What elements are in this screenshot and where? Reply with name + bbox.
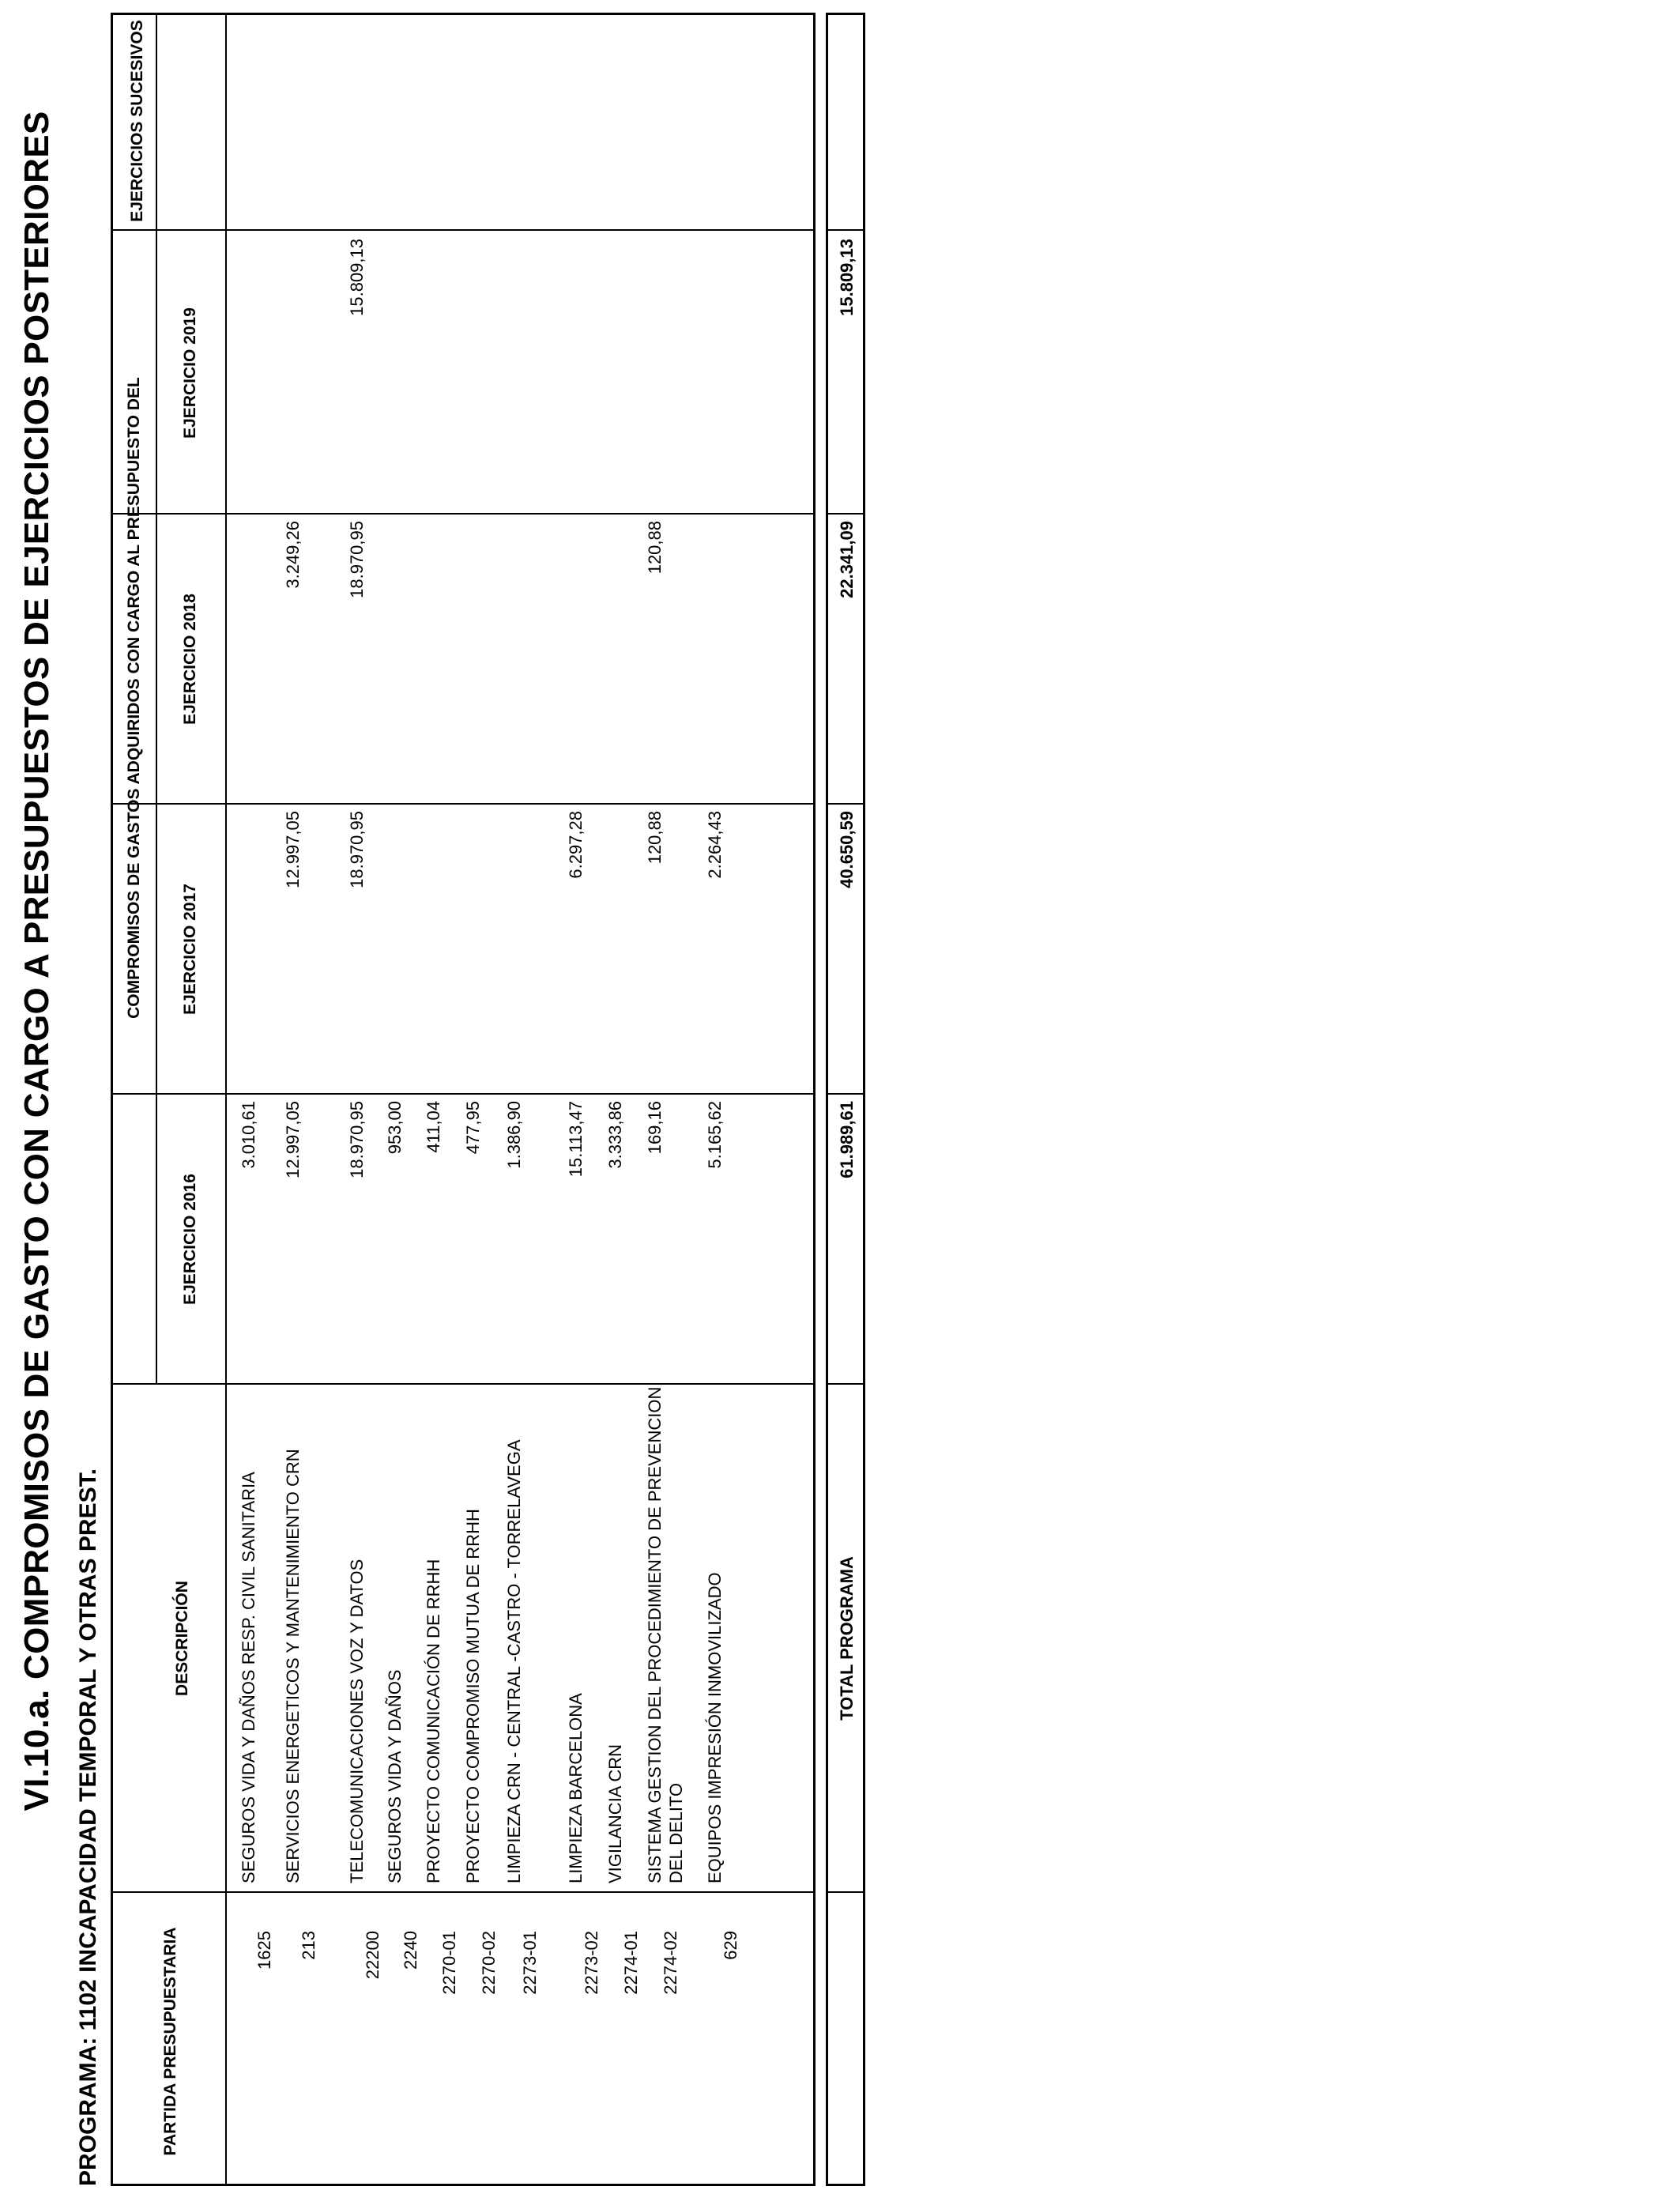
cell-partida: 2274-02 bbox=[661, 1931, 680, 1995]
page-title: VI.10.a. COMPROMISOS DE GASTO CON CARGO A PRESUPUESTOS DE EJERCICIOS POSTERIORES bbox=[17, 111, 56, 1811]
total-ejercicio-2018: 22.341,09 bbox=[837, 521, 857, 598]
cell-ejercicio-2017: 18.970,95 bbox=[347, 811, 367, 888]
cell-partida: 2270-01 bbox=[439, 1931, 459, 1995]
cell-ejercicio-2016: 1.386,90 bbox=[504, 1101, 524, 1169]
cell-ejercicio-2017: 120,88 bbox=[645, 811, 665, 865]
cell-ejercicio-2018: 18.970,95 bbox=[347, 521, 367, 598]
total-row bbox=[826, 13, 865, 2186]
cell-partida: 22200 bbox=[363, 1931, 382, 1980]
cell-ejercicio-2016: 477,95 bbox=[463, 1101, 483, 1155]
cell-ejercicio-2017: 6.297,28 bbox=[566, 811, 586, 879]
header-ejercicio-2018: EJERCICIO 2018 bbox=[181, 594, 199, 725]
cell-ejercicio-2016: 953,00 bbox=[385, 1101, 405, 1155]
cell-partida: 213 bbox=[299, 1931, 318, 1960]
cell-descripcion: VIGILANCIA CRN bbox=[605, 1744, 625, 1883]
cell-partida: 629 bbox=[721, 1931, 740, 1960]
header-ejercicio-2019: EJERCICIO 2019 bbox=[181, 307, 199, 439]
cell-descripcion: TELECOMUNICACIONES VOZ Y DATOS bbox=[347, 1559, 367, 1883]
cell-ejercicio-2016: 12.997,05 bbox=[283, 1101, 303, 1178]
cell-ejercicio-2016: 3.333,86 bbox=[605, 1101, 625, 1169]
cell-ejercicio-2016: 18.970,95 bbox=[347, 1101, 367, 1178]
cell-ejercicio-2016: 5.165,62 bbox=[705, 1101, 725, 1169]
header-ejercicios-sucesivos: EJERCICIOS SUCESIVOS bbox=[128, 20, 146, 222]
header-partida: PARTIDA PRESUPUESTARIA bbox=[161, 1927, 179, 2156]
cell-partida: 2273-01 bbox=[520, 1931, 540, 1995]
cell-partida: 2270-02 bbox=[479, 1931, 499, 1995]
cell-descripcion: LIMPIEZA BARCELONA bbox=[566, 1693, 586, 1883]
cell-descripcion: PROYECTO COMPROMISO MUTUA DE RRHH bbox=[463, 1509, 483, 1883]
cell-descripcion: SEGUROS VIDA Y DAÑOS RESP. CIVIL SANITARIA bbox=[239, 1472, 258, 1883]
commitments-table bbox=[111, 13, 816, 2186]
programa-heading: PROGRAMA: 1102 INCAPACIDAD TEMPORAL Y OTRAS PREST. bbox=[75, 1468, 101, 2186]
cell-partida: 2274-01 bbox=[621, 1931, 641, 1995]
cell-descripcion: LIMPIEZA CRN - CENTRAL -CASTRO - TORRELAVEGA bbox=[504, 1439, 524, 1883]
cell-descripcion: SERVICIOS ENERGETICOS Y MANTENIMIENTO CRN bbox=[283, 1449, 303, 1883]
cell-descripcion: EQUIPOS IMPRESIÓN INMOVILIZADO bbox=[705, 1572, 725, 1883]
total-ejercicio-2019: 15.809,13 bbox=[837, 239, 857, 316]
cell-descripcion: SEGUROS VIDA Y DAÑOS bbox=[385, 1669, 405, 1883]
cell-ejercicio-2016: 169,16 bbox=[645, 1101, 665, 1155]
cell-partida: 1625 bbox=[254, 1931, 274, 1970]
cell-ejercicio-2016: 15.113,47 bbox=[566, 1101, 586, 1178]
cell-descripcion: PROYECTO COMUNICACIÓN DE RRHH bbox=[424, 1559, 443, 1883]
cell-ejercicio-2018: 120,88 bbox=[645, 521, 665, 575]
cell-ejercicio-2019: 15.809,13 bbox=[347, 239, 367, 316]
cell-descripcion: SISTEMA GESTION DEL PROCEDIMIENTO DE PREVENCION DEL DELITO bbox=[645, 1386, 686, 1883]
cell-partida: 2240 bbox=[401, 1931, 420, 1970]
header-ejercicio-2017: EJERCICIO 2017 bbox=[181, 884, 199, 1015]
header-group: COMPROMISOS DE GASTOS ADQUIRIDOS CON CARGO AL PRESUPUESTO DEL bbox=[125, 377, 143, 1019]
cell-ejercicio-2016: 3.010,61 bbox=[239, 1101, 258, 1169]
total-label: TOTAL PROGRAMA bbox=[837, 1556, 857, 1721]
cell-ejercicio-2017: 2.264,43 bbox=[705, 811, 725, 879]
cell-ejercicio-2018: 3.249,26 bbox=[283, 521, 303, 589]
total-ejercicio-2016: 61.989,61 bbox=[837, 1101, 857, 1178]
header-descripcion: DESCRIPCIÓN bbox=[173, 1581, 191, 1696]
cell-ejercicio-2016: 411,04 bbox=[424, 1101, 443, 1153]
total-ejercicio-2017: 40.650,59 bbox=[837, 811, 857, 888]
header-ejercicio-2016: EJERCICIO 2016 bbox=[181, 1174, 199, 1305]
cell-partida: 2273-02 bbox=[582, 1931, 601, 1995]
cell-ejercicio-2017: 12.997,05 bbox=[283, 811, 303, 888]
